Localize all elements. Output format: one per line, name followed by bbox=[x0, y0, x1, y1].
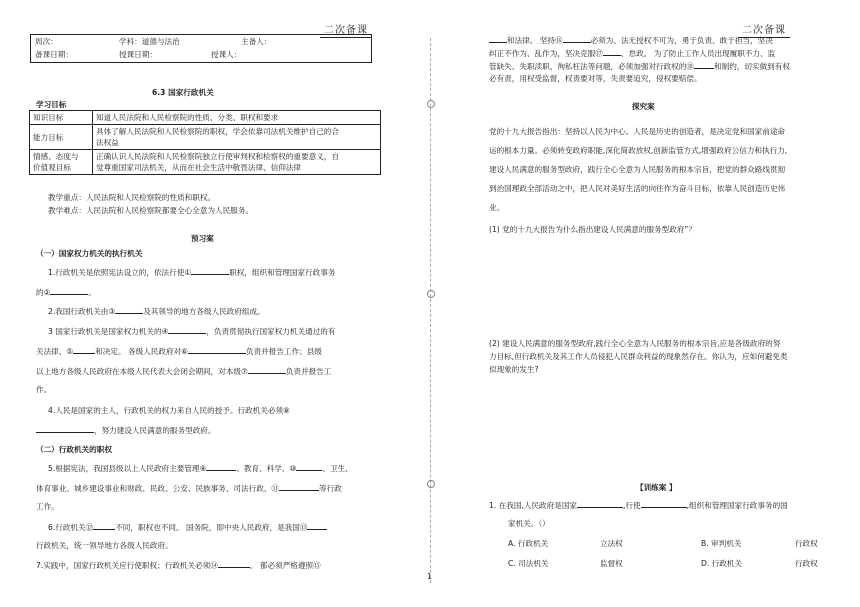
r-line4: 必有责，用权受监督，权责要对等，失责要追究，侵权要赔偿。 bbox=[489, 74, 702, 83]
binding-hole bbox=[427, 100, 435, 108]
text: 。 bbox=[88, 288, 96, 297]
text: 体育事业、城乡建设事业和财政、民政、公安、民族事务、司法行政、⑪ bbox=[36, 484, 279, 493]
question-1: (1) 党的十九大报告为什么指出建设人民满意的服务型政府”？ bbox=[489, 225, 696, 234]
text: 必须为、法无授权不可为，勇于负责、敢于担当，坚决 bbox=[590, 36, 773, 45]
author-label: 主备人： bbox=[241, 37, 272, 46]
s1-p3-line2 bbox=[36, 345, 322, 357]
question-2-line: 力目标,但行政机关及其工作人员侵犯人民群众利益的现象然存在。你认为，应如何避免类 bbox=[489, 352, 788, 361]
lesson-title: 6.3 国家行政机关 bbox=[152, 88, 214, 97]
text: 7.实践中，国家行政机关应行使职权；行政机关必须⑭ bbox=[36, 561, 218, 570]
option-d-power: 行政权 bbox=[795, 559, 818, 568]
explore-line: 党的十九大报告指出：坚持以人民为中心。人民是历史的创造者，是决定党和国家前途命 bbox=[489, 127, 786, 136]
option-b-power: 行政权 bbox=[795, 539, 818, 548]
s1-p3-line3 bbox=[36, 365, 331, 377]
text: 、怠政。 为了防止工作人员出现履职不力、监 bbox=[620, 49, 776, 58]
s1-p3-line4: 作。 bbox=[36, 385, 52, 394]
blank-18 bbox=[694, 60, 714, 69]
text: 和制约，切实做到有权 bbox=[714, 62, 790, 71]
s1-p4-line1: 4.人民是国家的主人，行政机关的权力来自人民的授予。行政机关必须⑧ bbox=[48, 406, 290, 415]
blank-9 bbox=[206, 462, 236, 471]
goal-text bbox=[93, 150, 381, 175]
difficult-point: 教学难点：人民法院和人民检察院都要全心全意为人民服务。 bbox=[48, 206, 254, 215]
explore-line: 建设人民满意的服务型政府，践行全心全意为人民服务的根本宗旨，把党的群众路线贯彻 bbox=[489, 165, 786, 174]
blank-17 bbox=[603, 47, 621, 56]
text: 关法律、⑤ bbox=[36, 347, 74, 356]
column-divider bbox=[430, 38, 431, 583]
r-line2 bbox=[489, 47, 775, 59]
subject-label: 学科：道德与法治 bbox=[119, 37, 180, 46]
blank-3 bbox=[115, 305, 143, 314]
blank-6 bbox=[188, 345, 246, 354]
text: 1. 在我国,人民政府是国家 bbox=[489, 501, 578, 510]
binding-hole bbox=[427, 480, 435, 488]
text: 等行政 bbox=[319, 484, 342, 493]
goal-line: 觉尊重国家司法机关，从而在社会生活中敬畏法律、信仰法律 bbox=[96, 163, 302, 172]
info-box bbox=[30, 34, 372, 63]
text: 。 都必须严格遵照⑮ bbox=[249, 561, 321, 570]
text: 6.行政机关⑫ bbox=[48, 523, 94, 532]
header-left: 二次备课 bbox=[320, 21, 372, 38]
s2-p6-line2: 行政机关，统一领导地方各级人民政府。 bbox=[36, 541, 173, 550]
goals-heading: 学习目标 bbox=[36, 100, 67, 109]
text: ,行使 bbox=[623, 501, 641, 510]
text: 的② bbox=[36, 288, 51, 297]
r-line1 bbox=[489, 34, 773, 46]
s1-p3-line1 bbox=[48, 325, 335, 337]
blank bbox=[489, 34, 507, 43]
option-a-power: 立法权 bbox=[600, 539, 623, 548]
blank-4 bbox=[168, 325, 206, 334]
teacher-label: 授课人： bbox=[211, 50, 242, 59]
key-point: 教学重点：人民法院和人民检察院的性质和职权。 bbox=[48, 193, 216, 202]
blank-11 bbox=[279, 482, 319, 491]
text: 、卫生、 bbox=[322, 464, 353, 473]
text: 及其领导的地方各级人民政府组成。 bbox=[143, 307, 265, 316]
s2-p5-line1 bbox=[48, 462, 353, 474]
text: 负责并报告工作；县级 bbox=[245, 347, 322, 356]
header-right: 二次备课 bbox=[738, 21, 790, 38]
text: ,组织和管理国家行政事务的国 bbox=[686, 501, 788, 510]
blank-12 bbox=[93, 521, 115, 530]
option-c-power: 监督权 bbox=[600, 559, 623, 568]
text: 以上地方各级人民政府在本级人民代表大会闭会期间，对本级⑦ bbox=[36, 367, 248, 376]
goal-line: 正确认识人民法院和人民检察院独立行使审判权和检察权的重要意义，自 bbox=[96, 152, 339, 161]
blank-8 bbox=[36, 424, 94, 433]
blank-5 bbox=[73, 345, 95, 354]
s1-p1-line2 bbox=[36, 286, 96, 298]
r-line3 bbox=[489, 60, 790, 72]
blank-10 bbox=[296, 462, 322, 471]
blank-t1 bbox=[577, 499, 623, 508]
explore-line: 运的根本力量。必须转变政府职能,深化简政放权,创新监管方式,增强政府公信力和执行力, bbox=[489, 146, 788, 155]
text: 5.根据宪法，我国县级以上人民政府主要管理⑨ bbox=[48, 464, 207, 473]
s2-p6-line1 bbox=[48, 521, 327, 533]
section1-title: （一）国家权力机关的执行机关 bbox=[36, 249, 143, 258]
text: 2.我国行政机关由③ bbox=[48, 307, 116, 316]
goal-row bbox=[30, 150, 381, 175]
s1-p1-line1 bbox=[48, 266, 335, 278]
s1-p4-line2 bbox=[36, 424, 216, 436]
option-b[interactable]: B. 审判机关 bbox=[701, 539, 742, 548]
text: 1.行政机关是依照宪法设立的，依法行使① bbox=[48, 268, 192, 277]
train-q1-line1 bbox=[489, 499, 788, 511]
blank-1 bbox=[191, 266, 229, 275]
s2-p7 bbox=[36, 559, 321, 571]
goal-label: 知识目标 bbox=[30, 111, 93, 125]
goal-label bbox=[30, 150, 93, 175]
goal-line: 法权益 bbox=[96, 138, 119, 147]
blank-7 bbox=[248, 365, 286, 374]
train-q1-line2: 家机关。（） bbox=[508, 519, 550, 528]
week-label: 周次： bbox=[35, 37, 58, 46]
binding-hole bbox=[427, 290, 435, 298]
page-number: 1 bbox=[427, 572, 432, 581]
explore-line: 到治国理政全部活动之中，把人民对美好生活的向往作为奋斗目标，依靠人民创造历史伟 bbox=[489, 184, 786, 193]
s2-p5-line3: 工作。 bbox=[36, 502, 59, 511]
text: ，努力建设人民满意的服务型政府。 bbox=[94, 426, 216, 435]
text: 3 国家行政机关是国家权力机关的④ bbox=[48, 327, 169, 336]
option-a[interactable]: A. 行政机关 bbox=[508, 539, 549, 548]
s2-p5-line2 bbox=[36, 482, 342, 494]
goal-row bbox=[30, 125, 381, 150]
explore-title: 探究案 bbox=[632, 102, 655, 111]
text: 、教育、科学、⑩ bbox=[236, 464, 297, 473]
question-2-line: (2) 建设人民满意的服务型政府,践行全心全意为人民服务的根本宗旨,应是各级政府的努 bbox=[489, 339, 781, 348]
teach-date-label: 授课日期： bbox=[119, 50, 157, 59]
blank-t2 bbox=[641, 499, 687, 508]
blank-14 bbox=[218, 559, 250, 568]
goal-row bbox=[30, 111, 381, 125]
text: ，负责贯彻执行国家权力机关通过的有 bbox=[206, 327, 336, 336]
prep-date-label: 备课日期： bbox=[35, 50, 73, 59]
option-c[interactable]: C. 司法机关 bbox=[508, 559, 549, 568]
question-2-line: 似现象的发生? bbox=[489, 365, 539, 374]
text: 和法律。 坚持⑯ bbox=[507, 36, 563, 45]
blank-16 bbox=[563, 34, 591, 43]
text: 不同，职权也不同。 国务院，即中央人民政府，是我国⑬ bbox=[115, 523, 308, 532]
goal-text bbox=[93, 125, 381, 150]
text: 管缺失、失职渎职、徇私枉法等问题，必须加强对行政权的⑱ bbox=[489, 62, 695, 71]
goal-line: 具体了解人民法院和人民检察院的职权，学会依靠司法机关维护自己的合 bbox=[96, 127, 339, 136]
text: 纠正不作为、乱作为，坚决克服⑰ bbox=[489, 49, 603, 58]
explore-line: 业。 bbox=[489, 203, 505, 212]
goal-label-line: 价值观目标 bbox=[33, 163, 71, 172]
goals-table bbox=[29, 110, 381, 175]
text: 负责并报告工 bbox=[285, 367, 332, 376]
goal-text: 知道人民法院和人民检察院的性质、分类、职权和要求 bbox=[93, 111, 381, 125]
section2-title: （二）行政机关的职权 bbox=[36, 445, 112, 454]
train-title: 【训练案 】 bbox=[636, 483, 677, 492]
goal-label: 能力目标 bbox=[30, 125, 93, 150]
blank-2 bbox=[50, 286, 88, 295]
option-d[interactable]: D. 行政机关 bbox=[701, 559, 743, 568]
preview-title: 预习案 bbox=[191, 234, 214, 243]
s1-p2 bbox=[48, 305, 265, 317]
text: 和决定。 各级人民政府对⑥ bbox=[95, 347, 188, 356]
blank-13 bbox=[307, 521, 327, 530]
goal-label-line: 情感、态度与 bbox=[33, 152, 79, 161]
text: 职权，组织和管理国家行政事务 bbox=[229, 268, 336, 277]
